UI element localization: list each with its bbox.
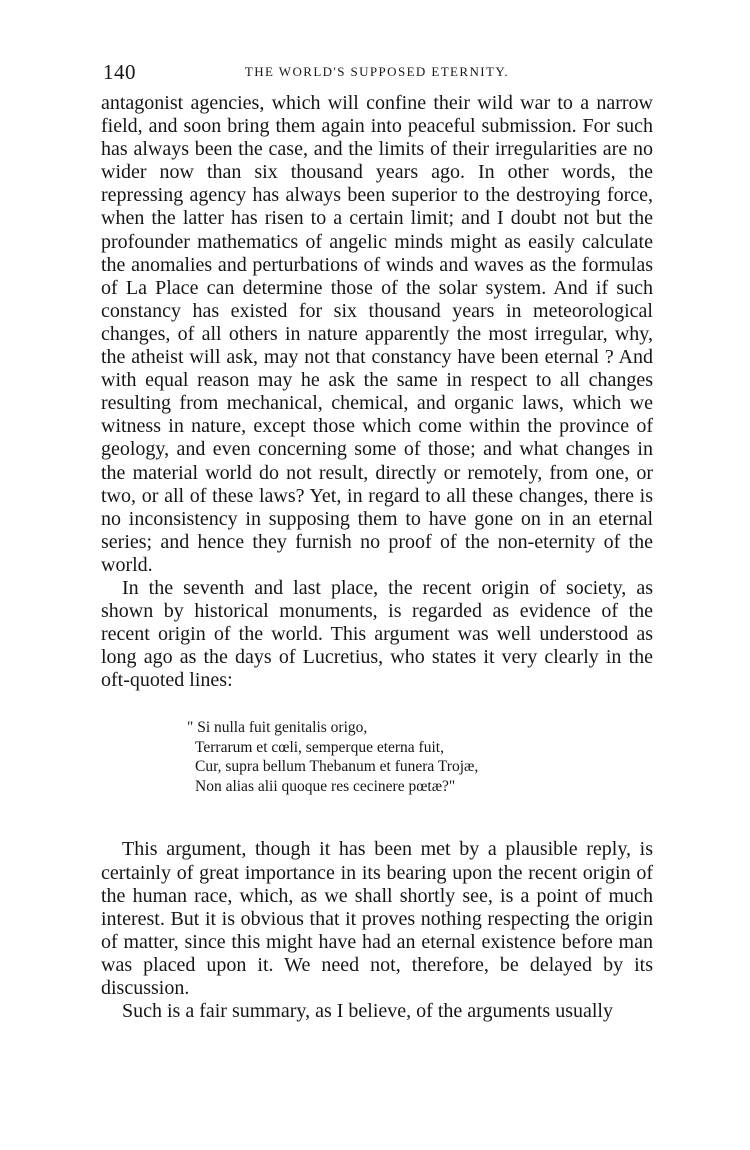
quote-line: Terrarum et cœli, semperque eterna fuit, [195,738,444,756]
latin-quotation [187,718,653,796]
paragraph: In the seventh and last place, the recent origin of society, as shown by historical monuments, is regarded as evidence of the recent origin of the world. This argument was well understood as long ago as the days of Lucretius, who states it very clearly in the oft-quoted lines: [101,576,653,692]
quote-line: " Si nulla fuit genitalis origo, [187,719,368,737]
book-page [101,58,653,1023]
running-head: THE WORLD'S SUPPOSED ETERNITY. [244,64,510,79]
body-text-continued [101,838,653,1023]
paragraph: Such is a fair summary, as I believe, of the arguments usually [122,1000,613,1023]
page-number: 140 [103,60,136,84]
body-text [101,92,653,692]
quote-line: Cur, supra bellum Thebanum et funera Trojæ, [195,758,479,776]
paragraph: This argument, though it has been met by a plausible reply, is certainly of great importance in its bearing upon the recent origin of the human race, which, as we shall shortly see, is a point of much interest. But it is obvious that it proves nothing respecting the origin of matter, since this might have had an eternal existence before man was placed upon it. We need not, therefore, be delayed by its discussion. [101,838,653,999]
page-header [101,58,653,92]
quote-line: Non alias alii quoque res cecinere pœtæ?" [195,777,456,795]
paragraph: antagonist agencies, which will confine their wild war to a narrow field, and soon bring them again into peaceful submission. For such has always been the case, and the limits of their irregularities are no wider now than six thousand years ago. In other words, the repressing agency has always been superior to the destroying force, when the latter has risen to a certain limit; and I doubt not but the profounder mathematics of angelic minds might as easily calculate the anomalies and perturbations of winds and waves as the formulas of La Place can determine those of the solar system. And if such constancy has existed for six thousand years in meteorological changes, of all others in nature apparently the most irregular, why, the atheist will ask, may not that constancy have been eternal ? And with equal reason may he ask the same in respect to all changes resulting from mechanical, chemical, and organic laws, which we witness in nature, except those which come within the province of geology, and even concerning some of those; and what changes in the material world do not result, directly or remotely, from one, or two, or all of these laws? Yet, in regard to all these changes, there is no inconsistency in supposing them to have gone on in an eternal series; and hence they furnish no proof of the non-eternity of the world. [101,92,653,576]
